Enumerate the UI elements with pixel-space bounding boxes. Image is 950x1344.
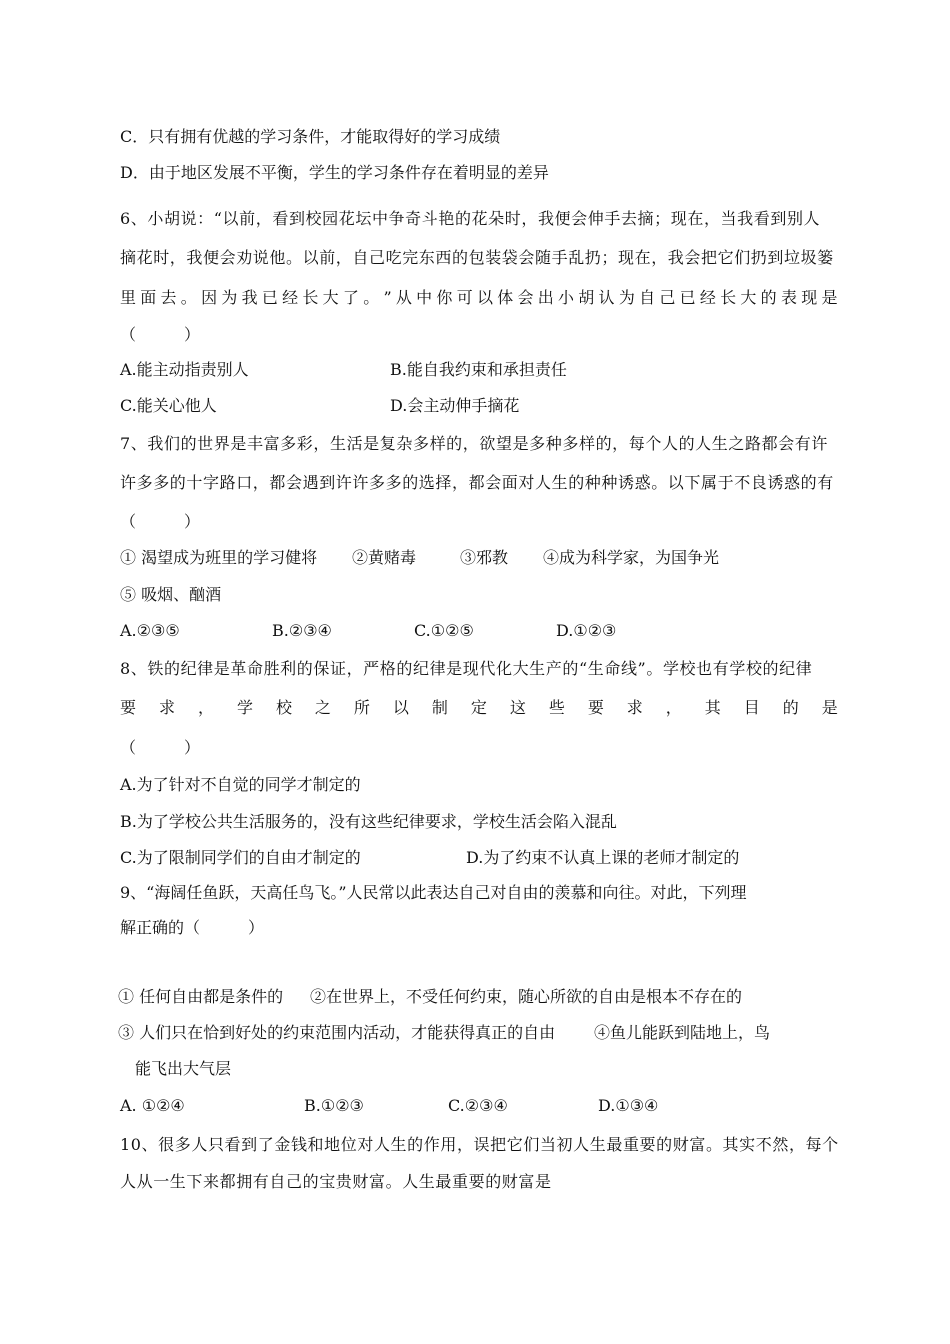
q6-option-c: C.能关心他人 — [120, 396, 217, 415]
q6-option-d: D.会主动伸手摘花 — [390, 396, 520, 415]
q9-option-d: D.①③④ — [598, 1096, 659, 1115]
q8-option-b: B.为了学校公共生活服务的，没有这些纪律要求，学校生活会陷入混乱 — [120, 812, 617, 831]
q7-line2: 许多多的十字路口，都会遇到许许多多的选择，都会面对人生的种种诱惑。以下属于不良诱惑的有 — [120, 473, 834, 492]
q8-line2 — [120, 698, 838, 718]
spaced-char: 现 — [801, 288, 818, 307]
spaced-char: 大 — [322, 288, 339, 307]
q7-option-b: B.②③④ — [272, 621, 332, 640]
q9-item-2: ②在世界上，不受任何约束，随心所欲的自由是根本不存在的 — [310, 987, 743, 1006]
q7-answer-blank: （ ） — [120, 512, 201, 531]
q9-option-c: C.②③④ — [448, 1096, 508, 1115]
q7-item-2: ②黄赌毒 — [352, 548, 417, 567]
q6-line3 — [120, 288, 838, 308]
q6-line2: 摘花时，我便会劝说他。以前，自己吃完东西的包装袋会随手乱扔；现在，我会把它们扔到垃圾篓 — [120, 248, 834, 267]
spaced-char: 这 — [509, 698, 526, 717]
spaced-char: 可 — [456, 288, 473, 307]
spaced-char: 你 — [436, 288, 453, 307]
q9-line2: 解正确的（ ） — [120, 918, 265, 937]
spaced-char: 表 — [780, 288, 797, 307]
spaced-char: 胡 — [578, 288, 595, 307]
q8-option-c: C.为了限制同学们的自由才制定的 — [120, 848, 361, 867]
option-c-line: C．只有拥有优越的学习条件，才能取得好的学习成绩 — [120, 127, 501, 146]
option-d-line: D．由于地区发展不平衡，学生的学习条件存在着明显的差异 — [120, 163, 549, 182]
q6-option-b: B.能自我约束和承担责任 — [390, 360, 567, 379]
q10-line1: 10、很多人只看到了金钱和地位对人生的作用，误把它们当初人生最重要的财富。其实不然，每个 — [120, 1135, 839, 1154]
spaced-char: 己 — [659, 288, 676, 307]
spaced-char: 以 — [392, 698, 409, 717]
spaced-char: 已 — [679, 288, 696, 307]
spaced-char: 之 — [314, 698, 331, 717]
spaced-char: 经 — [282, 288, 299, 307]
q7-item-4: ④成为科学家，为国争光 — [543, 548, 720, 567]
spaced-char: 目 — [743, 698, 760, 717]
spaced-char: 经 — [699, 288, 716, 307]
spaced-char: 我 — [241, 288, 258, 307]
q8-answer-blank: （ ） — [120, 738, 201, 757]
q7-item-1: ① 渴望成为班里的学习健将 — [120, 548, 318, 567]
spaced-char: 是 — [821, 288, 838, 307]
spaced-char: 从 — [395, 288, 412, 307]
q7-item-3: ③邪教 — [460, 548, 509, 567]
spaced-char: 中 — [416, 288, 433, 307]
spaced-char: 求 — [158, 698, 175, 717]
spaced-char: 定 — [470, 698, 487, 717]
spaced-char: ” — [383, 288, 392, 307]
q9-item-3: ③ 人们只在恰到好处的约束范围内活动，才能获得真正的自由 — [118, 1023, 556, 1042]
spaced-char: 自 — [639, 288, 656, 307]
q6-answer-blank: （ ） — [120, 325, 201, 344]
spaced-char: 以 — [476, 288, 493, 307]
spaced-char: 长 — [720, 288, 737, 307]
spaced-char: 。 — [363, 288, 380, 307]
spaced-char: 其 — [704, 698, 721, 717]
spaced-char: 大 — [740, 288, 757, 307]
q9-option-b: B.①②③ — [304, 1096, 364, 1115]
spaced-char: 体 — [497, 288, 514, 307]
spaced-char: 长 — [302, 288, 319, 307]
q10-line2: 人从一生下来都拥有自己的宝贵财富。人生最重要的财富是 — [120, 1172, 552, 1191]
spaced-char: 要 — [120, 698, 137, 717]
spaced-char: 去 — [160, 288, 177, 307]
spaced-char: 小 — [558, 288, 575, 307]
spaced-char: 。 — [180, 288, 197, 307]
spaced-char: 的 — [760, 288, 777, 307]
q6-option-a: A.能主动指责别人 — [120, 360, 249, 379]
q6-line1: 6、小胡说：“以前，看到校园花坛中争奇斗艳的花朵时，我便会伸手去摘；现在，当我看到别人 — [120, 209, 821, 228]
spaced-char: 为 — [618, 288, 635, 307]
spaced-char: 面 — [140, 288, 157, 307]
spaced-char: 因 — [201, 288, 218, 307]
q7-option-a: A.②③⑤ — [120, 621, 180, 640]
spaced-char: 求 — [626, 698, 643, 717]
q9-line1: 9、“海阔任鱼跃，天高任鸟飞。”人民常以此表达自己对自由的羡慕和向往。对此，下列理 — [120, 883, 747, 902]
spaced-char: 了 — [342, 288, 359, 307]
spaced-char: 制 — [431, 698, 448, 717]
q7-item-5: ⑤ 吸烟、酗酒 — [120, 585, 222, 604]
q7-line1: 7、我们的世界是丰富多彩，生活是复杂多样的，欲望是多种多样的，每个人的人生之路都会有许 — [120, 434, 828, 453]
spaced-char: 些 — [548, 698, 565, 717]
spaced-char: 的 — [782, 698, 799, 717]
spaced-char: 是 — [821, 698, 838, 717]
spaced-char: ， — [665, 698, 682, 717]
q7-option-c: C.①②⑤ — [414, 621, 474, 640]
spaced-char: 校 — [275, 698, 292, 717]
spaced-char: 认 — [598, 288, 615, 307]
q9-item-4a: ④鱼儿能跃到陆地上，鸟 — [594, 1023, 771, 1042]
spaced-char: 为 — [221, 288, 238, 307]
spaced-char: ， — [197, 698, 214, 717]
spaced-char: 学 — [236, 698, 253, 717]
q9-option-a: A. ①②④ — [120, 1096, 185, 1115]
q8-option-a: A.为了针对不自觉的同学才制定的 — [120, 775, 361, 794]
spaced-char: 出 — [537, 288, 554, 307]
q9-item-4b: 能飞出大气层 — [135, 1059, 232, 1078]
spaced-char: 会 — [517, 288, 534, 307]
spaced-char: 里 — [120, 288, 137, 307]
q8-line1: 8、铁的纪律是革命胜利的保证，严格的纪律是现代化大生产的“生命线”。学校也有学校的纪律 — [120, 659, 813, 678]
q7-option-d: D.①②③ — [556, 621, 617, 640]
q9-item-1: ① 任何自由都是条件的 — [118, 987, 284, 1006]
spaced-char: 要 — [587, 698, 604, 717]
spaced-char: 已 — [261, 288, 278, 307]
spaced-char: 所 — [353, 698, 370, 717]
q8-option-d: D.为了约束不认真上课的老师才制定的 — [466, 848, 740, 867]
